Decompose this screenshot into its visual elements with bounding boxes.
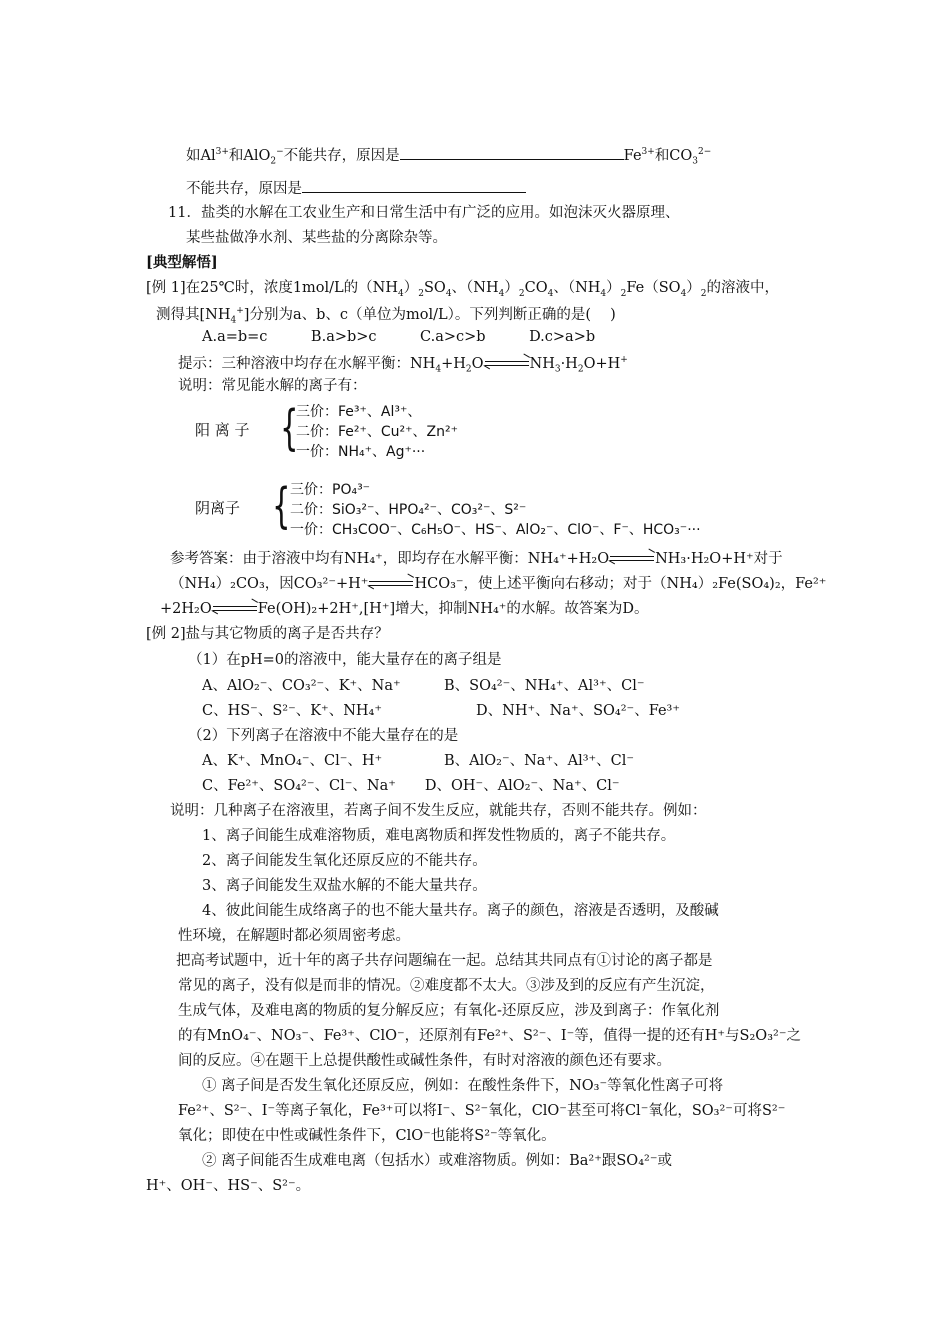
subscript: 3 [692,156,699,167]
paragraph-line-2: 常见的离子，没有似是而非的情况。②难度都不太大。③涉及到的反应有产生沉淀， [178,978,715,994]
example-1-line-1 [146,278,779,304]
superscript: 2− [698,147,712,157]
anion-label: 阴离子 [195,499,241,517]
text: 提示：三种溶液中均存在水解平衡：NH [178,355,436,372]
answer-blank[interactable] [400,145,624,160]
text-line-1 [186,142,711,172]
subscript: 2 [270,156,277,167]
option-1c: C、HS⁻、S²⁻、K⁺、NH₄⁺ [202,703,383,719]
equilibrium-arrow-icon [610,555,654,563]
subscript: 2 [577,364,584,375]
explanation-intro: 说明：几种离子在溶液里，若离子间不发生反应，就能共存，否则不能共存。例如： [170,803,707,819]
superscript: 3+ [215,147,229,157]
text: 、（NH [451,280,499,296]
redox-line-3: 氧化；即使在中性或碱性条件下，ClO⁻也能将S²⁻等氧化。 [178,1128,556,1144]
text: NH [529,355,555,372]
rule-4: 4、彼此间能生成络离子的也不能大量共存。离子的颜色，溶液是否透明，及酸碱 [202,903,719,919]
text: 如Al [186,147,216,164]
redox-line-2: Fe²⁺、S²⁻、I⁻等离子氧化，Fe³⁺可以将I⁻、S²⁻氧化，ClO⁻甚至可将Cl⁻氧化，SO₃²⁻可将S²⁻ [178,1103,786,1119]
question-2: （2）下列离子在溶液中不能大量存在的是 [188,728,459,744]
text: 不能共存，原因是 [283,147,400,164]
subscript: 3 [554,364,561,375]
paragraph-line-1: 把高考试题中，近十年的离子共存问题编在一起。总结其共同点有①讨论的离子都是 [176,953,713,969]
subscript: 4 [680,288,687,299]
superscript: + [236,306,244,316]
text-line-4: 某些盐做净水剂、某些盐的分离除杂等。 [186,230,447,246]
note-line: 说明：常见能水解的离子有： [178,378,367,394]
text: 和CO [654,147,693,164]
subscript: 4 [398,288,404,299]
superscript: − [276,147,284,157]
section-heading: [典型解悟] [146,254,218,271]
precipitate-line-1: ② 离子间能否生成难电离（包括水）或难溶物质。例如：Ba²⁺跟SO₄²⁻或 [202,1153,672,1169]
text: ） [686,280,701,296]
equilibrium-arrow-icon [369,580,413,588]
text-line-3: 11．盐类的水解在工农业生产和日常生活中有广泛的应用。如泡沫灭火器原理、 [168,205,680,221]
subscript: 2 [620,288,627,299]
anion-divalent: 二价：SiO₃²⁻、HPO₄²⁻、CO₃²⁻、S²⁻ [290,502,527,518]
text: ]分别为a、b、c（单位为mol/L）。下列判断正确的是( ) [243,306,616,323]
paragraph-line-5: 间的反应。④在题干上总提供酸性或碱性条件，有时对溶液的颜色还有要求。 [178,1053,671,1069]
subscript: 4 [435,364,442,375]
answer-line-1 [170,549,783,569]
example-1-options: A.a=b=c B.a>b>c C.a>c>b D.c>a>b [202,329,596,345]
text: ） [403,280,419,296]
paragraph-line-4: 的有MnO₄⁻、NO₃⁻、Fe³⁺、ClO⁻，还原剂有Fe²⁺、S²⁻、I⁻等，值得一提的还有H⁺与S₂O₃²⁻之 [178,1028,801,1044]
text: 测得其[NH [156,306,231,323]
text: CO [524,280,548,296]
text: 、（NH [553,280,601,296]
text: O [471,355,484,372]
subscript: 4 [445,288,452,299]
text: （NH₄）₂CO₃，因CO₃²⁻+H⁺ [170,576,369,592]
text: ） [606,280,621,296]
paragraph-line-3: 生成气体，及难电离的物质的复分解反应；有氧化-还原反应，涉及到离子：作氧化剂 [178,1003,720,1019]
superscript: + [620,355,628,365]
text: 不能共存，原因是 [186,181,302,197]
text: 的溶液中， [706,280,780,296]
answer-line-3 [160,599,649,619]
option-2c-2d: C、Fe²⁺、SO₄²⁻、Cl⁻、Na⁺ D、OH⁻、AlO₂⁻、Na⁺、Cl⁻ [202,778,620,794]
rule-4-cont: 性环境，在解题时都必须周密考虑。 [178,928,410,944]
left-brace-icon: { [280,400,299,456]
answer-line-2 [170,574,826,594]
option-1d: D、NH⁺、Na⁺、SO₄²⁻、Fe³⁺ [476,703,681,719]
rule-1: 1、离子间能生成难溶物质，难电离物质和挥发性物质的，离子不能共存。 [202,828,676,844]
subscript: 4 [600,288,607,299]
text: [例 1]在25℃时，浓度1mol/L的（NH [146,280,399,296]
question-1: （1）在pH=0的溶液中，能大量存在的离子组是 [188,652,502,668]
anion-monovalent: 一价：CH₃COO⁻、C₆H₅O⁻、HS⁻、AlO₂⁻、ClO⁻、F⁻、HCO₃⁻··· [290,522,701,538]
text: +H [441,355,466,372]
subscript: 2 [418,288,424,299]
text: NH₃·H₂O+H⁺对于 [655,551,783,567]
anion-trivalent: 三价：PO₄³⁻ [290,482,371,498]
option-1b: B、SO₄²⁻、NH₄⁺、Al³⁺、Cl⁻ [444,678,645,694]
cation-label: 阳 离 子 [195,421,250,439]
option-2b: B、AlO₂⁻、Na⁺、Al³⁺、Cl⁻ [444,753,635,769]
cation-monovalent: 一价：NH₄⁺、Ag⁺··· [296,444,426,460]
equilibrium-arrow-icon [213,605,257,613]
example-2-title: [例 2]盐与其它物质的离子是否共存？ [146,626,389,642]
subscript: 4 [547,288,554,299]
text: Fe [623,147,642,164]
text: SO [423,280,446,296]
rule-3: 3、离子间能发生双盐水解的不能大量共存。 [202,878,487,894]
text: O+H [583,355,621,372]
text-line-2 [186,178,526,199]
cation-trivalent: 三价：Fe³⁺、Al³⁺、 [296,404,422,420]
text: Fe(OH)₂+2H⁺,[H⁺]增大，抑制NH₄⁺的水解。故答案为D。 [257,601,649,617]
text: ·H [560,355,578,372]
option-2a: A、K⁺、MnO₄⁻、Cl⁻、H⁺ [202,753,383,769]
precipitate-line-2: H⁺、OH⁻、HS⁻、S²⁻。 [146,1178,311,1194]
equilibrium-arrow-icon [485,360,529,368]
subscript: 4 [230,315,237,326]
option-1a: A、AlO₂⁻、CO₃²⁻、K⁺、Na⁺ [202,678,401,694]
left-brace-icon: { [272,478,291,534]
text: +2H₂O [160,601,212,617]
subscript: 2 [518,288,525,299]
subscript: 2 [700,288,707,299]
text: ） [504,280,519,296]
redox-line-1: ① 离子间是否发生氧化还原反应，例如：在酸性条件下，NO₃⁻等氧化性离子可将 [202,1078,724,1094]
text: 和AlO [228,147,271,164]
text: 参考答案：由于溶液中均有NH₄⁺，即均存在水解平衡：NH₄⁺+H₂O [170,551,610,567]
subscript: 2 [465,364,472,375]
subscript: 4 [498,288,505,299]
rule-2: 2、离子间能发生氧化还原反应的不能共存。 [202,853,487,869]
superscript: 3+ [641,147,655,157]
text: Fe（SO [626,280,681,296]
text: HCO₃⁻，使上述平衡向右移动；对于（NH₄）₂Fe(SO₄)₂，Fe²⁺ [414,576,827,592]
answer-blank[interactable] [302,178,526,193]
cation-divalent: 二价：Fe²⁺、Cu²⁺、Zn²⁺ [296,424,459,440]
